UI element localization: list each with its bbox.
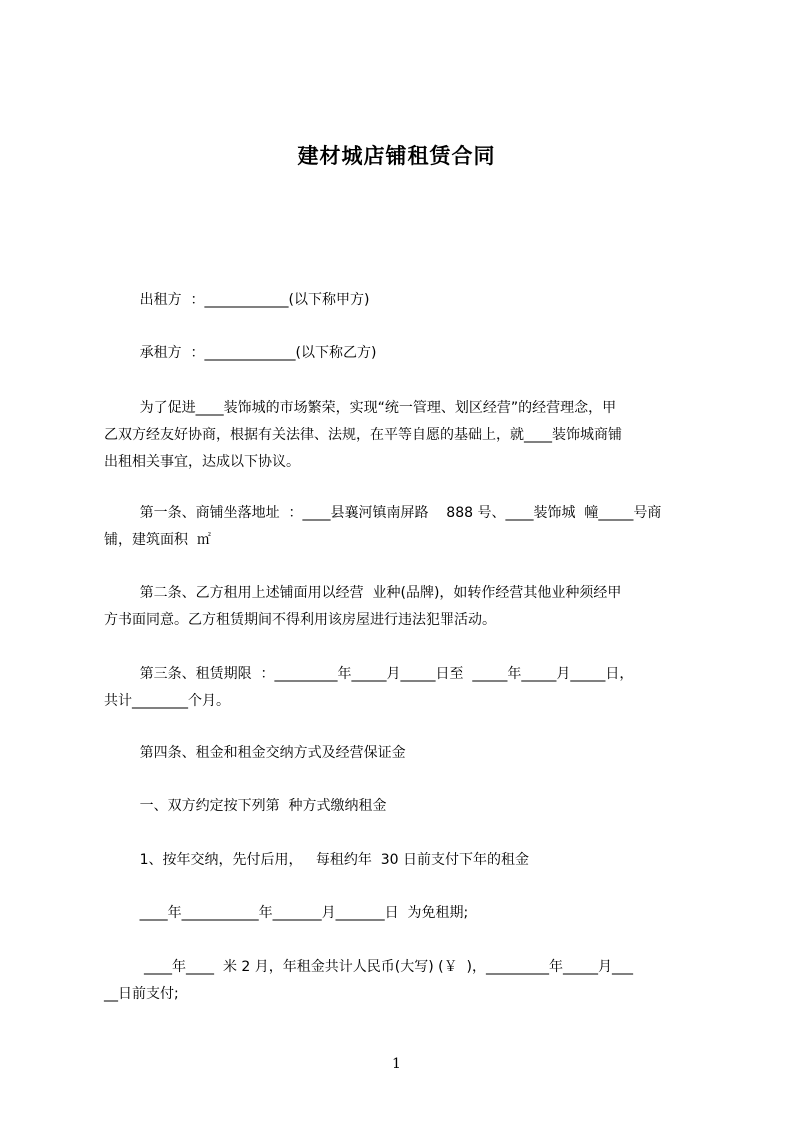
document-title: 建材城店铺租赁合同: [297, 144, 496, 168]
rent-free-period-line: ____年___________年_______月_______日 为免租期;: [104, 905, 469, 921]
annual-payment-line: 1、按年交纳，先付后用， 每租约年 30 日前支付下年的租金: [104, 852, 530, 868]
annual-rent-line-1: ____年____ 米 2 月，年租金共计人民币(大写) (￥ )，_________年_____月___: [104, 959, 633, 975]
preamble-line-3: 出租相关事宜，达成以下协议。: [104, 454, 300, 470]
article-1-line-1: 第一条、商铺坐落地址 ：____县襄河镇南屏路 888 号、____装饰城 幢_____号商: [104, 505, 662, 521]
article-1-line-2: 铺，建筑面积 ㎡: [104, 532, 211, 548]
article-4-heading: 第四条、租金和租金交纳方式及经营保证金: [104, 745, 406, 761]
lessor-line: 出租方 ：____________(以下称甲方): [104, 292, 370, 308]
page-number: 1: [392, 1056, 401, 1072]
preamble-line-2: 乙双方经友好协商，根据有关法律、法规，在平等自愿的基础上，就____装饰城商铺: [104, 427, 622, 443]
article-3-line-1: 第三条、租赁期限 ：_________年_____月_____日至 _____年_____月_____日，: [104, 666, 634, 682]
lessee-line: 承租方 ：_____________(以下称乙方): [104, 345, 377, 361]
annual-rent-line-2: __日前支付;: [104, 986, 179, 1002]
article-3-line-2: 共计________个月。: [104, 693, 230, 709]
article-2-line-1: 第二条、乙方租用上述铺面用以经营 业种(品牌)，如转作经营其他业种须经甲: [104, 585, 622, 601]
article-2-line-2: 方书面同意。乙方租赁期间不得利用该房屋进行违法犯罪活动。: [104, 612, 496, 628]
payment-method-line: 一、双方约定按下列第 种方式缴纳租金: [104, 798, 387, 814]
preamble-line-1: 为了促进____装饰城的市场繁荣，实现“统一管理、划区经营”的经营理念，甲: [104, 400, 617, 416]
